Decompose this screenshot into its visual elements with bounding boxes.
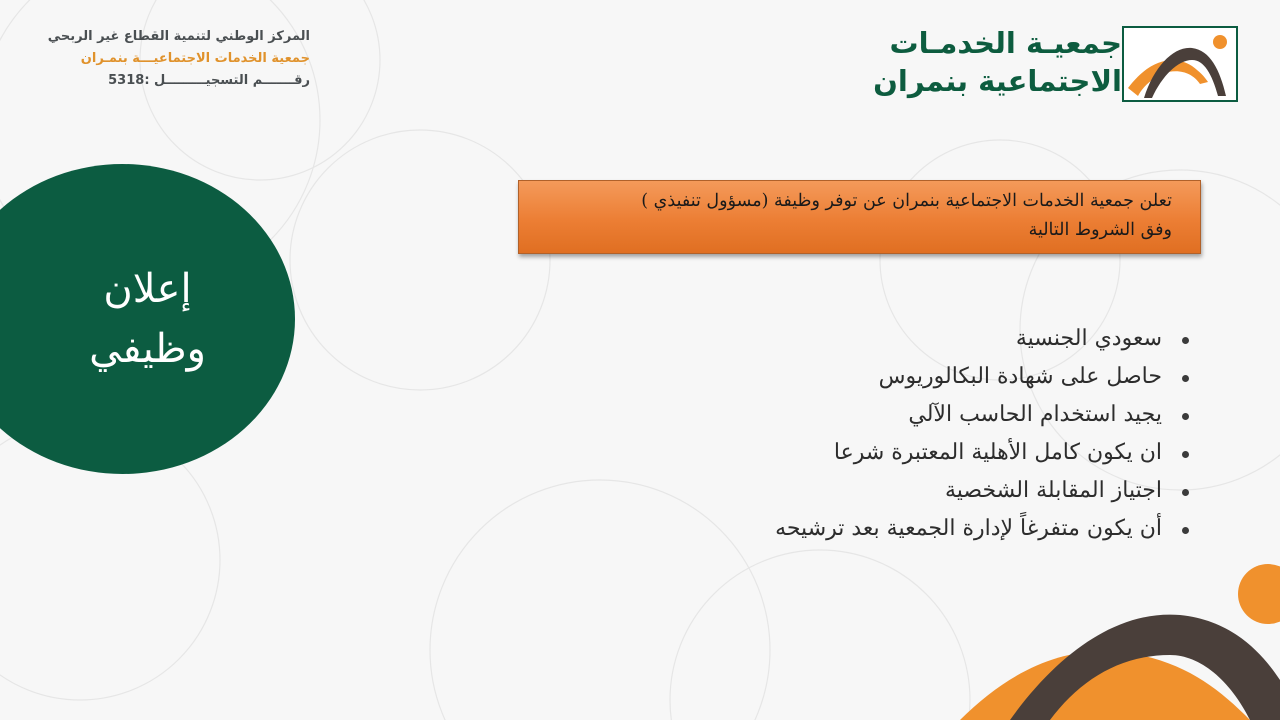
announcement-title-line-1: إعلان (103, 266, 192, 312)
announcement-title (89, 259, 206, 379)
requirement-item: ان يكون كامل الأهلية المعتبرة شرعا (700, 434, 1200, 472)
corner-logo-decoration (950, 560, 1280, 720)
banner-line-1: تعلن جمعية الخدمات الاجتماعية بنمران عن توفر وظيفة (مسؤول تنفيذي ) (641, 191, 1172, 211)
association-logo-icon (1122, 26, 1238, 102)
requirement-item: يجيد استخدام الحاسب الآلي (700, 396, 1200, 434)
requirement-item: سعودي الجنسية (700, 320, 1200, 358)
association-logo (873, 24, 1240, 104)
requirements-list (700, 320, 1200, 548)
announcement-banner (518, 180, 1201, 254)
logo-line-1: جمعيـة الخدمـات (889, 26, 1122, 60)
logo-line-2: الاجتماعية بنمران (873, 64, 1122, 98)
logo-wordmark (873, 24, 1122, 100)
registration-header (30, 26, 310, 92)
registration-number: رقـــــــم التسجيـــــــــل :5318 (108, 73, 310, 88)
requirement-item: اجتياز المقابلة الشخصية (700, 472, 1200, 510)
association-name: جمعية الخدمات الاجتماعيـــة بنمـران (80, 51, 310, 66)
banner-line-2: وفق الشروط التالية (1028, 220, 1172, 240)
requirement-item: حاصل على شهادة البكالوريوس (700, 358, 1200, 396)
announcement-title-line-2: وظيفي (89, 326, 206, 372)
requirement-item: أن يكون متفرغاً لإدارة الجمعية بعد ترشيحه (700, 510, 1200, 548)
national-center-name: المركز الوطني لتنمية القطاع غير الربحي (47, 29, 310, 44)
